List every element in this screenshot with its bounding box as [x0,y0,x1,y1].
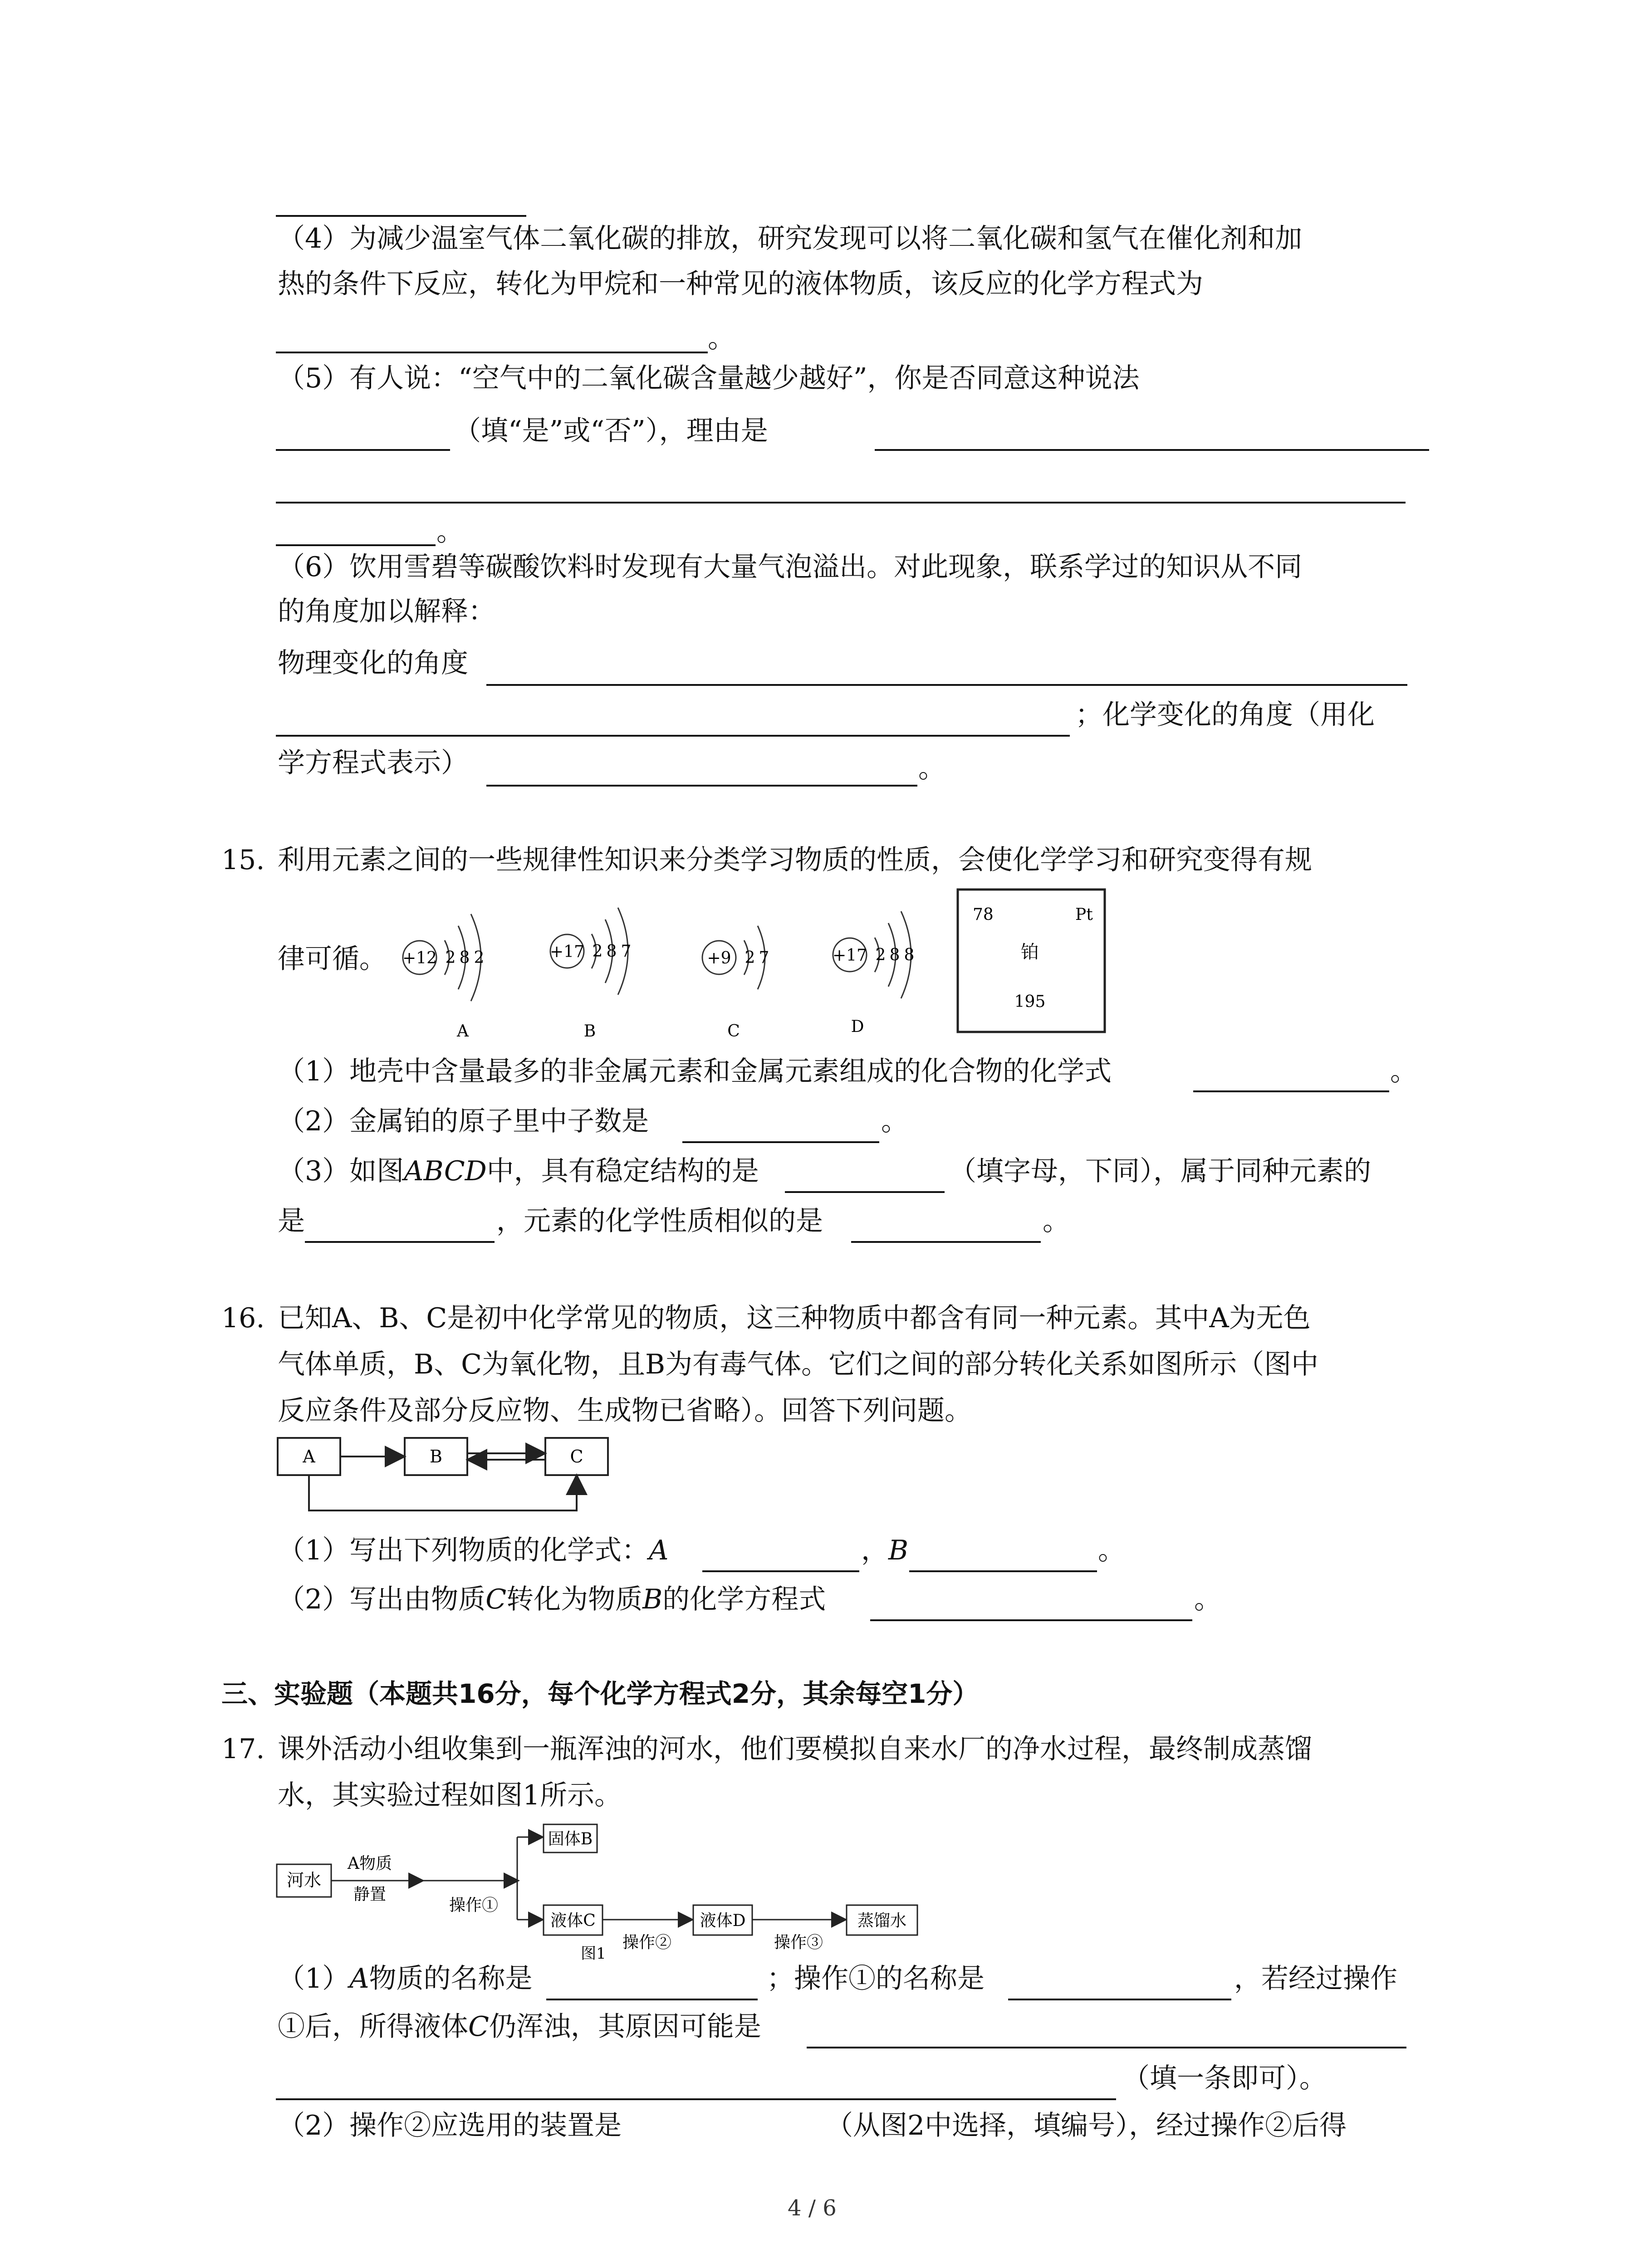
q16-sub1-comma [861,1531,908,1569]
element-name: 铂 [1021,942,1039,963]
answer-blank[interactable] [875,449,1429,451]
q15-sub3-abcd: ABCD [404,1155,487,1187]
atomic-number: 78 [973,905,994,924]
q14-part4-line1: （4）为减少温室气体二氧化碳的排放，研究发现可以将二氧化碳和氢气在催化剂和加 [278,223,1303,254]
electron-count: 8 [606,942,617,961]
figure-1-caption: 图1 [581,1945,606,1963]
q14-part5-end: 。 [436,516,464,547]
q16-sub1-end: 。 [1098,1535,1125,1566]
q15-sub2-end: 。 [881,1105,908,1137]
q17-sub1-g: （填一条即可）。 [1122,2063,1327,2094]
answer-blank[interactable] [276,544,436,546]
nucleus-charge: +12 [402,949,437,968]
q15-sub1: （1）地壳中含量最多的非金属元素和金属元素组成的化合物的化学式 [278,1056,1112,1087]
q17-sub1-b: 物质的名称是 [369,1963,533,1994]
answer-blank[interactable] [276,502,1406,503]
liquid-c-box: 液体C [550,1911,596,1930]
electron-count: 8 [889,946,900,964]
q14-part6-physical: 物理变化的角度 [278,647,468,679]
operation-2-label: 操作② [622,1933,672,1952]
q16-sub2 [278,1580,826,1618]
q15-line1: 利用元素之间的一些规律性知识来分类学习物质的性质，会使化学学习和研究变得有规 [278,844,1312,876]
answer-blank[interactable] [276,2098,1116,2100]
q16-sub1-sep: ， [861,1535,888,1566]
answer-blank[interactable] [909,1570,1097,1572]
q15-sub3-b: 中，具有稳定结构的是 [486,1155,759,1187]
q16-sub1 [278,1531,669,1569]
section-3-heading: 三、实验题（本题共16分，每个化学方程式2分，其余每空1分） [221,1678,979,1709]
answer-blank[interactable] [807,2047,1406,2048]
q14-part4-end: 。 [708,323,735,354]
q16-sub2-bb: B [642,1584,663,1615]
operation-3-label: 操作③ [774,1933,823,1952]
q14-part6-chemical: ；化学变化的角度（用化 [1075,699,1375,731]
q15-sub3-a: （3）如图 [278,1155,404,1187]
q15-sub3-d: 是 [278,1205,305,1237]
q15-sub3-e: ，元素的化学性质相似的是 [496,1205,823,1237]
operation-1-label: 操作① [449,1896,499,1915]
box-b-label: B [430,1447,442,1466]
river-water-box: 河水 [286,1870,322,1890]
q14-part6-chemical2: 学方程式表示） [278,747,468,779]
electron-count: 7 [759,948,769,967]
conversion-diagram [272,1433,617,1524]
atom-label: A [457,1022,469,1041]
q15-sub3-line1 [278,1152,759,1190]
q15-sub2: （2）金属铂的原子里中子数是 [278,1105,649,1137]
answer-blank[interactable] [785,1191,945,1193]
q14-part5-line1: （5）有人说：“空气中的二氧化碳含量越少越好”，你是否同意这种说法 [278,362,1140,394]
answer-blank[interactable] [276,449,450,451]
q16-sub1-text: （1）写出下列物质的化学式： [278,1535,649,1566]
q14-part6-line1: （6）饮用雪碧等碳酸饮料时发现有大量气泡溢出。对此现象，联系学过的知识从不同 [278,551,1303,583]
atom-label: C [727,1022,740,1041]
q17-sub1-c: ；操作①的名称是 [767,1963,985,1994]
answer-blank[interactable] [305,1241,495,1243]
q17-sub2-a: （2）操作②应选用的装置是 [278,2110,622,2141]
q17-line1: 课外活动小组收集到一瓶浑浊的河水，他们要模拟自来水厂的净水过程，最终制成蒸馏 [278,1733,1312,1765]
electron-count: 2 [445,948,456,967]
q17-line2: 水，其实验过程如图1所示。 [278,1779,622,1811]
atom-label: B [583,1022,596,1041]
settle-label: 静置 [353,1885,387,1904]
answer-blank[interactable] [276,215,526,217]
q16-sub2-a: （2）写出由物质 [278,1584,486,1615]
q16-sub1-a: A [649,1535,669,1566]
q14-part6-end: 。 [918,753,945,784]
q17-sub1-aa: A [349,1963,369,1994]
answer-blank[interactable] [276,352,708,353]
box-a-label: A [303,1447,315,1466]
q17-sub1-line2 [278,2008,761,2046]
q15-number: 15. [221,844,265,876]
distilled-water-box: 蒸馏水 [857,1911,907,1930]
atom-label: D [851,1017,864,1036]
answer-blank[interactable] [1008,1999,1231,2000]
q16-sub2-c2: 的化学方程式 [662,1584,826,1615]
q17-sub1-f: 仍浑浊，其原因可能是 [489,2011,761,2043]
answer-blank[interactable] [276,735,1070,737]
q17-sub1-a: （1） [278,1963,350,1994]
electron-count: 2 [745,948,755,967]
page-number: 4 / 6 [788,2195,837,2221]
electron-count: 2 [875,946,886,964]
q14-part6-line2: 的角度加以解释： [278,596,495,627]
q16-line2: 气体单质，B、C为氧化物，且B为有毒气体。它们之间的部分转化关系如图所示（图中 [278,1349,1319,1380]
atom-diagram-b [550,908,631,1041]
answer-blank[interactable] [486,785,917,787]
answer-blank[interactable] [486,684,1407,686]
nucleus-charge: +17 [833,946,867,965]
q15-line2: 律可循。 [278,943,387,975]
q17-sub1-line1 [278,1960,533,1998]
electron-count: 7 [621,942,632,961]
atomic-mass: 195 [1014,992,1046,1011]
q14-part5-fill: （填“是”或“否”），理由是 [454,415,768,447]
q14-part4-line2: 热的条件下反应，转化为甲烷和一种常见的液体物质，该反应的化学方程式为 [278,268,1203,300]
atom-diagram-c [702,926,769,1041]
q16-sub1-b: B [888,1535,909,1566]
atom-diagram-a [402,914,484,1041]
q16-sub2-c: C [485,1584,507,1615]
q17-sub2-b: （从图2中选择，填编号），经过操作②后得 [826,2110,1347,2141]
nucleus-charge: +17 [550,943,584,961]
answer-blank[interactable] [702,1570,859,1572]
water-purification-flowchart [272,1823,935,1964]
q16-line3: 反应条件及部分反应物、生成物已省略）。回答下列问题。 [278,1395,972,1427]
answer-blank[interactable] [546,1999,758,2000]
answer-blank[interactable] [1193,1090,1389,1092]
q15-sub1-end: 。 [1390,1056,1417,1087]
q16-sub2-b: 转化为物质 [506,1584,643,1615]
atomic-structure-diagrams [390,887,935,1050]
q17-sub1-e: ①后，所得液体 [278,2011,468,2043]
atom-diagram-d [833,911,914,1036]
q17-sub1-d: ，若经过操作 [1234,1963,1397,1994]
electron-count: 2 [592,942,603,961]
answer-blank[interactable] [870,1619,1192,1621]
answer-blank[interactable] [682,1141,879,1143]
q16-line1: 已知A、B、C是初中化学常见的物质，这三种物质中都含有同一种元素。其中A为无色 [278,1302,1311,1334]
liquid-d-box: 液体D [700,1911,746,1930]
element-symbol: Pt [1075,905,1093,924]
q17-sub1-ec: C [468,2011,489,2043]
q16-sub2-end: 。 [1194,1584,1221,1615]
electron-count: 8 [459,948,470,967]
electron-count: 8 [904,946,915,964]
electron-count: 2 [474,948,485,967]
nucleus-charge: +9 [707,949,731,968]
q15-sub3-c: （填字母，下同），属于同种元素的 [949,1155,1371,1187]
platinum-element-card [956,888,1106,1033]
q16-number: 16. [221,1302,265,1334]
answer-blank[interactable] [851,1241,1041,1243]
a-substance-label: A物质 [348,1854,392,1873]
q17-number: 17. [221,1733,265,1765]
solid-b-box: 固体B [548,1830,593,1848]
box-c-label: C [570,1447,583,1466]
q15-sub3-end: 。 [1043,1205,1070,1237]
